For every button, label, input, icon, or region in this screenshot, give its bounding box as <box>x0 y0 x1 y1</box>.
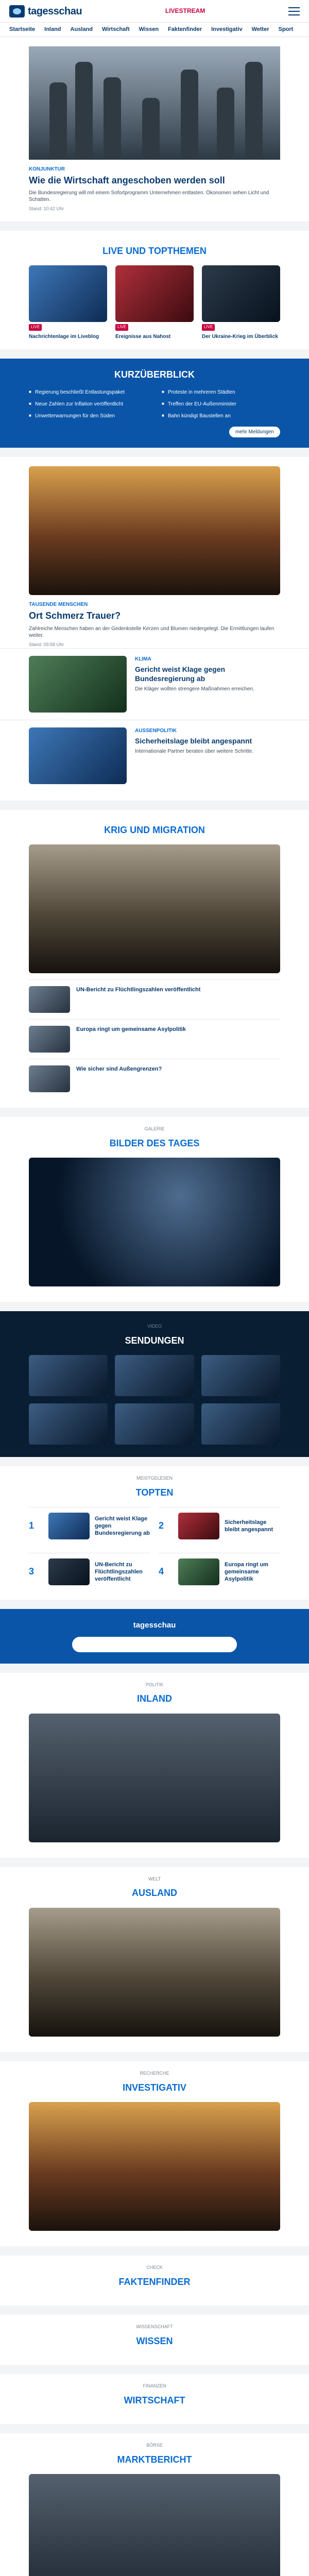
top-title: UN-Bericht zu Flüchtlingszahlen veröffentlicht <box>95 1561 143 1583</box>
section-title: MARKTBERICHT <box>117 2454 192 2465</box>
site-header <box>0 0 309 23</box>
story-title: Gericht weist Klage gegen Bundesregierung ab <box>135 665 226 683</box>
investigativ-section <box>0 2061 309 2246</box>
briefing-list <box>29 389 280 419</box>
top-ten-section <box>0 1466 309 1600</box>
nav-faktenfinder[interactable]: Faktenfinder <box>168 26 202 33</box>
section-title: BILDER DES TAGES <box>109 1138 200 1148</box>
live-badge: LIVE <box>29 324 42 330</box>
briefing-title: KURZÜBERBLICK <box>114 369 195 380</box>
top-thumbnail <box>48 1558 90 1585</box>
section-title: TOPTEN <box>135 1487 174 1498</box>
broadcasts-section <box>0 1311 309 1457</box>
top-item[interactable]: 3 UN-Bericht zu Flüchtlingszahlen veröffentlicht <box>29 1553 150 1590</box>
lead-image[interactable] <box>29 466 280 595</box>
main-navigation <box>0 23 309 37</box>
menu-icon[interactable] <box>288 7 300 15</box>
broadcast-card[interactable] <box>115 1403 194 1445</box>
broadcast-thumbnail <box>201 1403 280 1445</box>
gallery-section <box>0 1117 309 1302</box>
story-title: Sicherheitslage bleibt angespannt <box>135 736 252 745</box>
top-thumbnail <box>48 1513 90 1539</box>
broadcast-thumbnail <box>201 1355 280 1396</box>
migration-title: KRIG UND MIGRATION <box>104 824 205 835</box>
live-thumbnail <box>202 265 280 322</box>
lead-title[interactable]: Ort Schmerz Trauer? <box>29 611 121 621</box>
list-title: Wie sicher sind Außengrenzen? <box>76 1065 162 1072</box>
live-card[interactable] <box>202 265 280 340</box>
gallery-image[interactable] <box>29 1158 280 1286</box>
section-title: AUSLAND <box>132 1888 177 1899</box>
section-title: FAKTENFINDER <box>118 2276 191 2287</box>
section-label: CHECK <box>146 2264 163 2270</box>
top-title: Europa ringt um gemeinsame Asylpolitik <box>225 1561 268 1583</box>
list-title: UN-Bericht zu Flüchtlingszahlen veröffentlicht <box>76 986 201 993</box>
broadcast-thumbnail <box>115 1403 194 1445</box>
faktenfinder-section <box>0 2256 309 2306</box>
ausland-image[interactable] <box>29 1908 280 2037</box>
migration-section <box>0 810 309 1108</box>
search-banner <box>0 1609 309 1664</box>
list-thumbnail <box>29 1065 70 1092</box>
wirtschaft-section <box>0 2374 309 2424</box>
migration-image[interactable] <box>29 844 280 973</box>
inland-image[interactable] <box>29 1714 280 1842</box>
market-image[interactable] <box>29 2474 280 2576</box>
nav-wetter[interactable]: Wetter <box>251 26 269 33</box>
list-thumbnail <box>29 986 70 1013</box>
hero-meta: Stand: 10:42 Uhr <box>29 206 64 212</box>
live-thumbnail <box>29 265 107 322</box>
top-thumbnail <box>178 1558 219 1585</box>
section-title: WISSEN <box>136 2335 173 2346</box>
banner-title: tagesschau <box>133 1621 176 1630</box>
section-title: WIRTSCHAFT <box>124 2395 185 2405</box>
section-label: GALERIE <box>144 1126 165 1131</box>
section-label: POLITIK <box>145 1682 164 1687</box>
top-title: Gericht weist Klage gegen Bundesregierung ab <box>95 1515 150 1537</box>
hero-section <box>0 37 309 222</box>
wissen-section <box>0 2315 309 2365</box>
story-kicker: AUSSENPOLITIK <box>135 727 177 734</box>
section-title: SENDUNGEN <box>125 1335 184 1346</box>
section-title: INLAND <box>137 1693 172 1704</box>
story-thumbnail <box>29 656 127 713</box>
lead-kicker: TAUSENDE MENSCHEN <box>29 602 88 608</box>
story-text: Die Kläger wollten strengere Maßnahmen erreichen. <box>135 686 254 692</box>
live-card[interactable] <box>115 265 194 340</box>
live-card-label: Nachrichtenlage im Liveblog <box>29 334 99 340</box>
section-title: INVESTIGATIV <box>123 2082 186 2093</box>
briefing-box <box>0 359 309 448</box>
live-topics-section <box>0 231 309 349</box>
top-item[interactable]: 1 Gericht weist Klage gegen Bundesregierung ab <box>29 1507 150 1545</box>
section-label: WELT <box>148 1876 161 1882</box>
lead-text: Zahlreiche Menschen haben an der Gedenkstelle Kerzen und Blumen niedergelegt. Die Ermittlungen laufen weiter. <box>29 625 274 638</box>
lead-story <box>0 457 309 800</box>
nav-startseite[interactable]: Startseite <box>9 26 36 33</box>
live-badge: LIVE <box>202 324 215 330</box>
story-kicker: KLIMA <box>135 656 151 662</box>
briefing-item[interactable]: ■ Regierung beschließt Entlastungspaket <box>29 389 147 396</box>
logo-icon <box>9 5 25 18</box>
live-card-label: Der Ukraine-Krieg im Überblick <box>202 334 278 340</box>
briefing-item[interactable]: ■ Treffen der EU-Außenminister <box>162 401 280 408</box>
section-title-live: LIVE UND TOPTHEMEN <box>102 246 207 257</box>
briefing-item[interactable]: ■ Unwetterwarnungen für den Süden <box>29 413 147 419</box>
briefing-item[interactable]: ■ Proteste in mehreren Städten <box>162 389 280 396</box>
logo-text: tagesschau <box>28 5 82 17</box>
broadcast-card[interactable] <box>115 1355 194 1396</box>
section-label: MEISTGELESEN <box>136 1476 173 1481</box>
briefing-item[interactable]: ■ Bahn kündigt Baustellen an <box>162 413 280 419</box>
top-thumbnail <box>178 1513 219 1539</box>
market-report-section <box>0 2433 309 2576</box>
nav-ausland[interactable]: Ausland <box>70 26 93 33</box>
lead-meta: Stand: 09:58 Uhr <box>29 641 64 647</box>
section-label: BÖRSE <box>146 2443 163 2448</box>
top-title: Sicherheitslage bleibt angespannt <box>225 1519 273 1533</box>
top-item[interactable]: 4 Europa ringt um gemeinsame Asylpolitik <box>159 1553 280 1590</box>
more-news-button[interactable]: mehr Meldungen <box>229 427 280 437</box>
list-thumbnail <box>29 1026 70 1053</box>
hero-kicker: KONJUNKTUR <box>29 166 65 172</box>
nav-sport[interactable]: Sport <box>278 26 294 33</box>
list-item[interactable] <box>29 1019 280 1059</box>
livestream-link[interactable]: LIVESTREAM <box>165 7 205 14</box>
live-card-label: Ereignisse aus Nahost <box>115 334 171 340</box>
investigativ-image[interactable] <box>29 2102 280 2231</box>
story-thumbnail <box>29 727 127 784</box>
list-item[interactable] <box>29 1059 280 1098</box>
brand-logo[interactable] <box>9 5 82 18</box>
broadcast-card[interactable] <box>29 1355 108 1396</box>
live-thumbnail <box>115 265 194 322</box>
broadcast-thumbnail <box>29 1355 108 1396</box>
story-item[interactable] <box>0 648 309 720</box>
nav-wirtschaft[interactable]: Wirtschaft <box>101 26 130 33</box>
list-item[interactable] <box>29 979 280 1019</box>
inland-section <box>0 1673 309 1858</box>
ausland-section <box>0 1867 309 2052</box>
broadcast-card[interactable] <box>201 1403 280 1445</box>
hero-text: Die Bundesregierung will mit einem Sofortprogramm Unternehmen entlasten. Ökonomen sehen Licht und Schatten. <box>29 190 269 203</box>
story-text: Internationale Partner beraten über weitere Schritte. <box>135 748 254 754</box>
search-input[interactable] <box>72 1637 237 1652</box>
section-label: RECHERCHE <box>140 2070 169 2076</box>
nav-wissen[interactable]: Wissen <box>139 26 159 33</box>
list-title: Europa ringt um gemeinsame Asylpolitik <box>76 1026 186 1032</box>
broadcast-card[interactable] <box>29 1403 108 1445</box>
section-label: VIDEO <box>147 1324 162 1329</box>
live-badge: LIVE <box>115 324 128 330</box>
broadcast-thumbnail <box>115 1355 194 1396</box>
top-item[interactable]: 2 Sicherheitslage bleibt angespannt <box>159 1507 280 1545</box>
hero-title[interactable]: Wie die Wirtschaft angeschoben werden soll <box>29 175 225 185</box>
broadcast-thumbnail <box>29 1403 108 1445</box>
broadcast-card[interactable] <box>201 1355 280 1396</box>
section-label: WISSENSCHAFT <box>136 2324 173 2329</box>
live-card[interactable] <box>29 265 107 340</box>
story-item[interactable] <box>0 720 309 791</box>
briefing-item[interactable]: ■ Neue Zahlen zur Inflation veröffentlicht <box>29 401 147 408</box>
nav-inland[interactable]: Inland <box>44 26 61 33</box>
section-label: FINANZEN <box>143 2383 166 2389</box>
nav-investigativ[interactable]: Investigativ <box>211 26 243 33</box>
hero-image[interactable] <box>29 46 280 160</box>
